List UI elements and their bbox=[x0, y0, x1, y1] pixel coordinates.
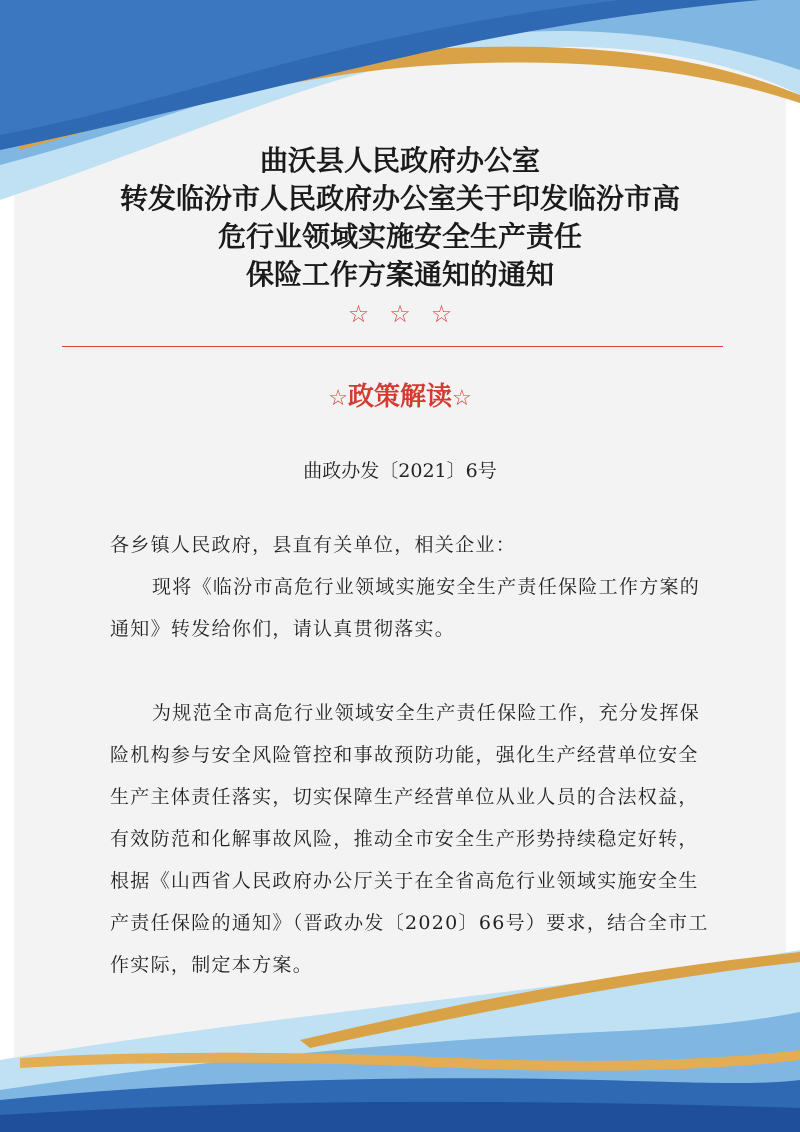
title-line: 转发临汾市人民政府办公室关于印发临汾市高 bbox=[119, 182, 680, 215]
policy-interpretation-label: 政策解读 bbox=[347, 382, 452, 412]
document-number: 曲政办发〔2021〕6号 bbox=[303, 460, 497, 482]
body-paragraph: 为规范全市高危行业领域安全生产责任保险工作，充分发挥保险机构参与安全风险管控和事故预防功能，强化生产经营单位安全生产主体责任落实，切实保障生产经营单位从业人员的合法权益，有效防范和化解事故风险，推动全市安全生产形势持续稳定好转，根据《山西省人民政府办公厅关于在全省高危行业领域实施安全生产责任保险的通知》（晋政办发〔2020〕66号）要求，结合全市工作实际，制定本方案。 bbox=[110, 702, 709, 976]
star-ornament: ☆☆☆ bbox=[347, 300, 473, 328]
star-icon: ☆ bbox=[452, 386, 472, 411]
body-paragraph: 现将《临汾市高危行业领域实施安全生产责任保险工作方案的通知》转发给你们，请认真贯彻落实。 bbox=[110, 576, 701, 640]
red-divider bbox=[62, 346, 723, 347]
addressee: 各乡镇人民政府，县直有关单位，相关企业： bbox=[110, 534, 517, 556]
document-title bbox=[60, 142, 740, 294]
policy-interpretation-heading bbox=[200, 376, 600, 413]
document-body bbox=[110, 524, 710, 986]
star-icon: ☆ bbox=[328, 386, 348, 411]
paragraph-gap bbox=[110, 650, 710, 692]
title-line: 保险工作方案通知的通知 bbox=[245, 258, 554, 291]
title-line: 曲沃县人民政府办公室 bbox=[259, 144, 540, 177]
title-line: 危行业领域实施安全生产责任 bbox=[217, 220, 582, 253]
